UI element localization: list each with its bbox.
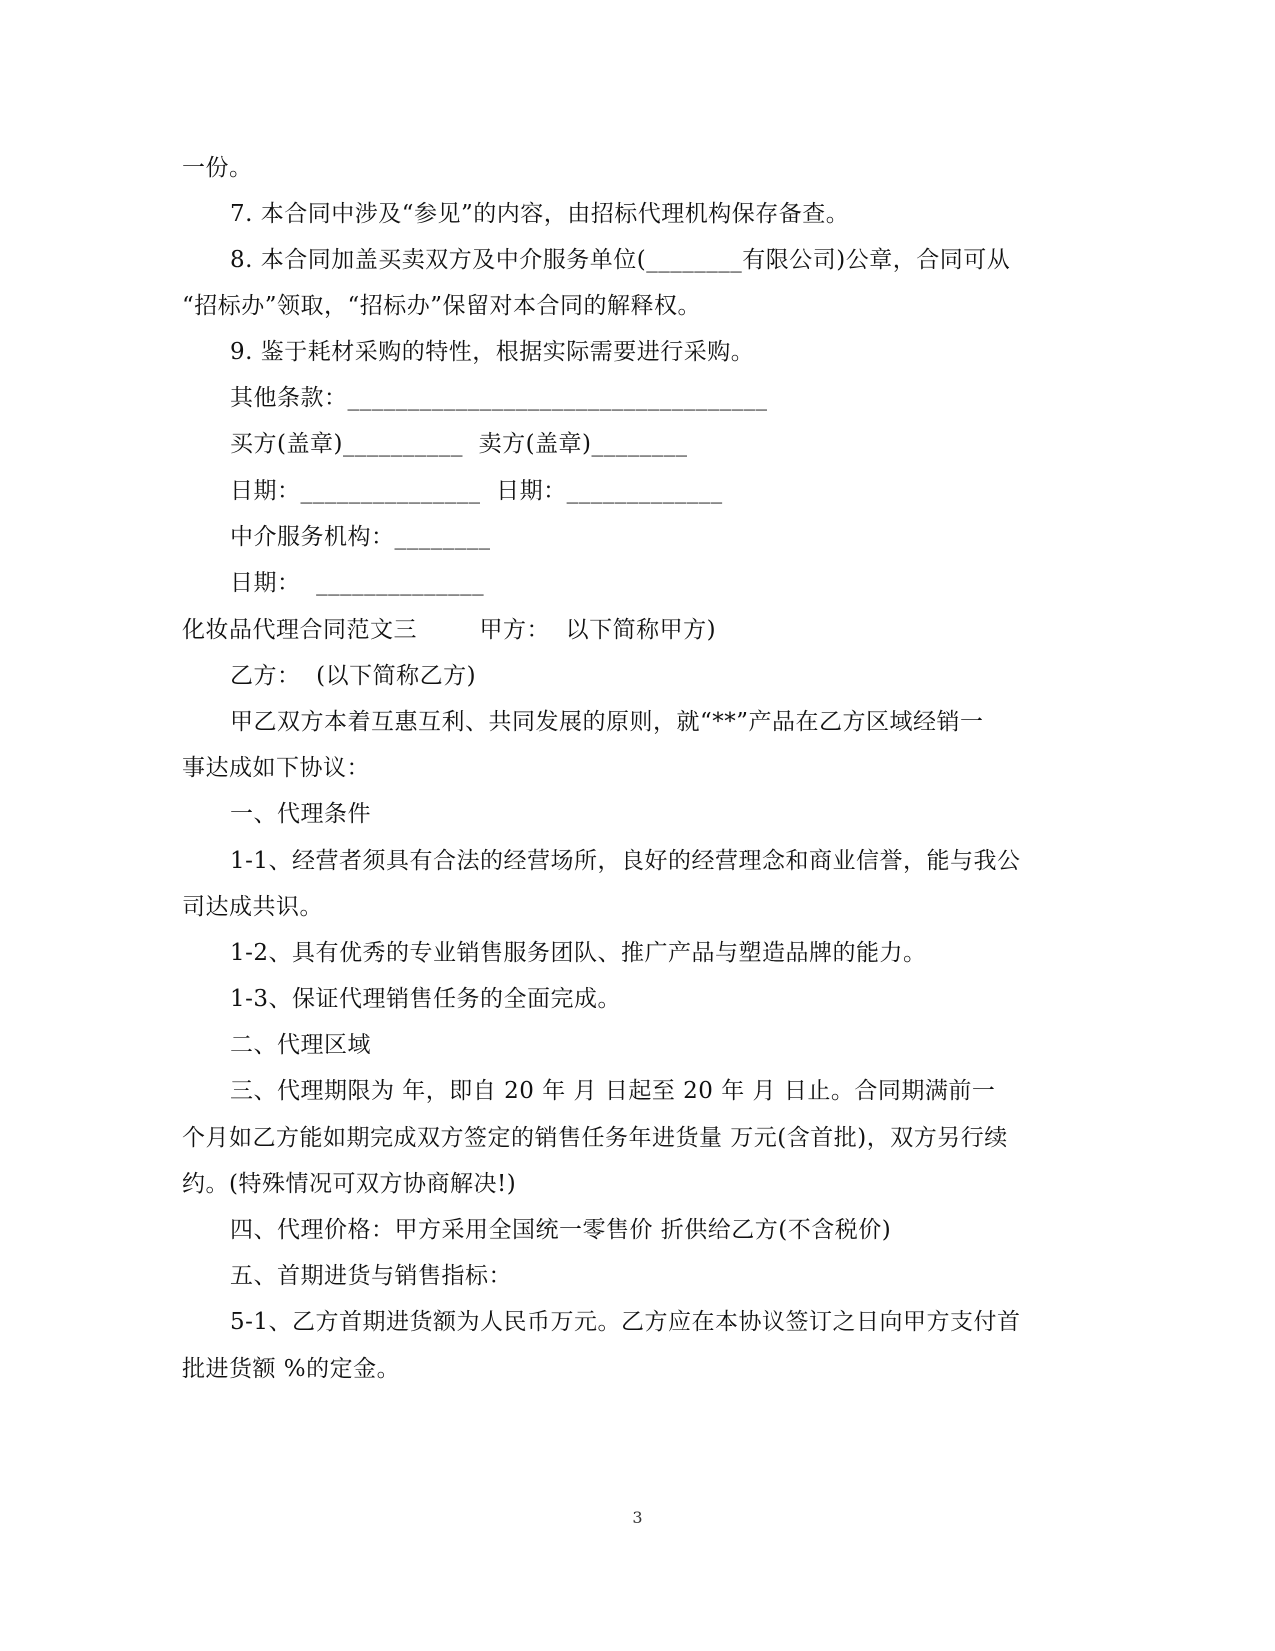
clause-7: 7. 本合同中涉及“参见”的内容，由招标代理机构保存备查。 [230, 201, 850, 227]
contract-title: 化妆品代理合同范文三 甲方： 以下简称甲方) [182, 617, 717, 643]
other-terms-field: 其他条款：___________________________________ [230, 385, 768, 411]
paragraph-line: 司达成共识。 [182, 894, 323, 920]
section-price-line: 四、代理价格：甲方采用全国统一零售价 折供给乙方(不含税价) [230, 1217, 892, 1243]
clause-5-1: 5-1、乙方首期进货额为人民币万元。乙方应在本协议签订之日向甲方支付首 [230, 1309, 1021, 1335]
party-b-line: 乙方： (以下简称乙方) [230, 663, 477, 689]
buyer-seller-seal-field: 买方(盖章)__________ 卖方(盖章)________ [230, 431, 688, 457]
paragraph-line: 甲乙双方本着互惠互利、共同发展的原则，就“**”产品在乙方区域经销一 [230, 709, 984, 735]
clause-9: 9. 鉴于耗材采购的特性，根据实际需要进行采购。 [230, 339, 755, 365]
paragraph-line: 约。(特殊情况可双方协商解决!) [182, 1171, 517, 1197]
text-line: “招标办”领取，“招标办”保留对本合同的解释权。 [182, 293, 702, 319]
clause-1-3: 1-3、保证代理销售任务的全面完成。 [230, 986, 622, 1012]
page-number: 3 [632, 1508, 643, 1527]
date-field: 日期： ______________ [230, 570, 485, 596]
paragraph-line: 批进货额 %的定金。 [182, 1356, 401, 1382]
paragraph-line: 个月如乙方能如期完成双方签定的销售任务年进货量 万元(含首批)，双方另行续 [182, 1125, 1008, 1151]
clause-1-1: 1-1、经营者须具有合法的经营场所，良好的经营理念和商业信誉，能与我公 [230, 848, 1021, 874]
clause-8: 8. 本合同加盖买卖双方及中介服务单位(________有限公司)公章，合同可从 [230, 247, 1011, 273]
section-heading: 二、代理区域 [230, 1032, 371, 1058]
agency-field: 中介服务机构：________ [230, 524, 491, 550]
text-line: 一份。 [182, 155, 253, 181]
section-term-line: 三、代理期限为 年，即自 20 年 月 日起至 20 年 月 日止。合同期满前一 [230, 1078, 996, 1104]
clause-1-2: 1-2、具有优秀的专业销售服务团队、推广产品与塑造品牌的能力。 [230, 940, 927, 966]
date-fields: 日期：_______________ 日期：_____________ [230, 478, 723, 504]
paragraph-line: 事达成如下协议： [182, 755, 370, 781]
section-heading: 五、首期进货与销售指标： [230, 1263, 512, 1289]
section-heading: 一、代理条件 [230, 801, 371, 827]
